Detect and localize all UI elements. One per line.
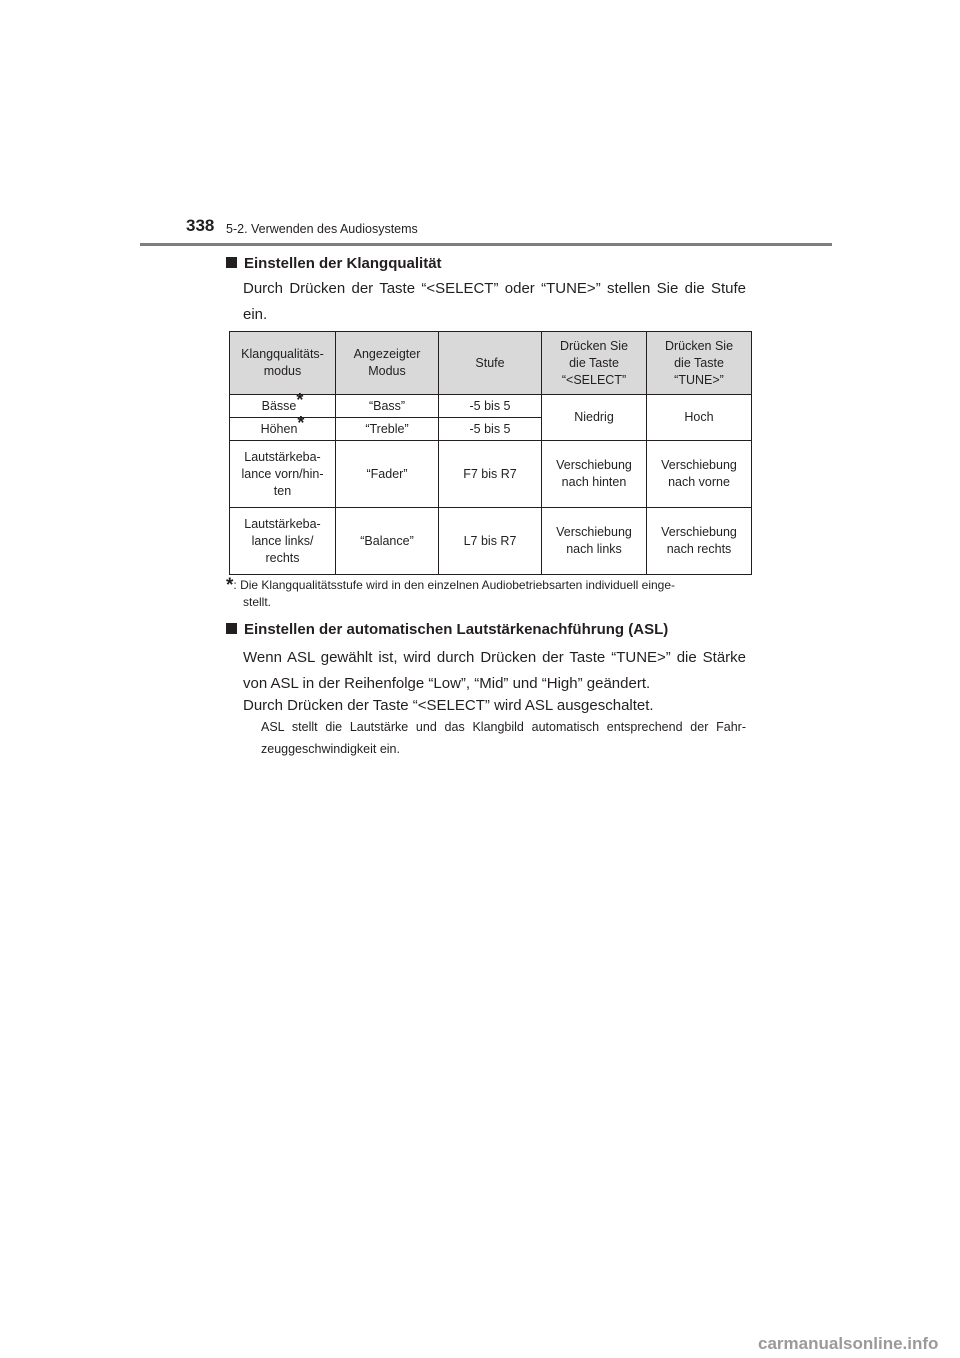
header-rule	[140, 243, 832, 246]
table-cell: F7 bis R7	[439, 441, 542, 508]
table-header-cell	[230, 332, 336, 395]
square-bullet-icon	[226, 257, 237, 268]
asl-paragraph-1: Wenn ASL gewählt ist, wird durch Drücken der Taste “TUNE>” die Stärke von ASL in der Reihenfolge “Low”, “Mid” und “High” geändert.	[243, 649, 746, 692]
table-header-cell	[647, 332, 752, 395]
header-displayed-text: Angezeigter Modus	[353, 347, 421, 378]
sound-quality-paragraph: Durch Drücken der Taste “<SELECT” oder “TUNE>” stellen Sie die Stufe ein.	[243, 280, 746, 323]
mode-text: Bässe	[261, 398, 297, 413]
table-row	[230, 508, 752, 575]
table-header-cell	[439, 332, 542, 395]
table-header-row	[230, 332, 752, 395]
table-cell: Lautstärkeba- lance links/ rechts	[230, 508, 336, 575]
section-heading-asl	[226, 621, 668, 638]
table-row	[230, 395, 752, 418]
section-heading-text: Einstellen der Klangqualität	[244, 255, 442, 272]
table-cell: Hoch	[647, 395, 752, 441]
asterisk-marker: *	[297, 412, 305, 433]
table-cell: L7 bis R7	[439, 508, 542, 575]
table-cell: “Balance”	[336, 508, 439, 575]
asl-note: ASL stellt die Lautstärke und das Klangbild automatisch entsprechend der Fahr-zeuggeschwindigkeit ein.	[261, 720, 746, 756]
page-number: 338	[186, 216, 215, 235]
asterisk-marker: *	[296, 389, 304, 410]
watermark: carmanualsonline.info	[758, 1334, 939, 1353]
table-cell: -5 bis 5	[439, 395, 542, 418]
table-cell: Verschiebung nach vorne	[647, 441, 752, 508]
sound-settings-table	[229, 331, 752, 575]
table-cell: “Fader”	[336, 441, 439, 508]
table-cell: Lautstärkeba- lance vorn/hin- ten	[230, 441, 336, 508]
table-cell: Verschiebung nach hinten	[542, 441, 647, 508]
header-level-text: Stufe	[475, 355, 505, 370]
table-cell: “Treble”	[336, 418, 439, 441]
footnote-line-1: : Die Klangqualitätsstufe wird in den einzelnen Audiobetriebsarten individuell einge-	[233, 578, 676, 592]
square-bullet-icon	[226, 623, 237, 634]
footnote-line-2: stellt.	[243, 595, 272, 609]
table-cell: Niedrig	[542, 395, 647, 441]
table-cell: Verschiebung nach links	[542, 508, 647, 575]
table-header-cell	[336, 332, 439, 395]
header-tune-text: Drücken Sie die Taste “TUNE>”	[664, 338, 734, 387]
chapter-title: 5-2. Verwenden des Audiosystems	[226, 222, 418, 236]
table-row	[230, 441, 752, 508]
table-cell	[230, 412, 336, 441]
section-heading-sound-quality	[226, 255, 442, 272]
table-cell: Verschiebung nach rechts	[647, 508, 752, 575]
table-cell: -5 bis 5	[439, 418, 542, 441]
header-select-text: Drücken Sie die Taste “<SELECT”	[559, 338, 629, 387]
table-cell: “Bass”	[336, 395, 439, 418]
footnote-asterisk: *	[226, 575, 234, 596]
table-header-cell	[542, 332, 647, 395]
table-cell	[230, 389, 336, 418]
header-mode-text: Klangqualitäts- modus	[241, 347, 324, 378]
asl-paragraph-2: Durch Drücken der Taste “<SELECT” wird ASL ausgeschaltet.	[243, 697, 654, 714]
table-footnote	[226, 577, 746, 610]
mode-text: Höhen	[260, 421, 298, 436]
section-heading-text: Einstellen der automatischen Lautstärkenachführung (ASL)	[244, 621, 669, 638]
